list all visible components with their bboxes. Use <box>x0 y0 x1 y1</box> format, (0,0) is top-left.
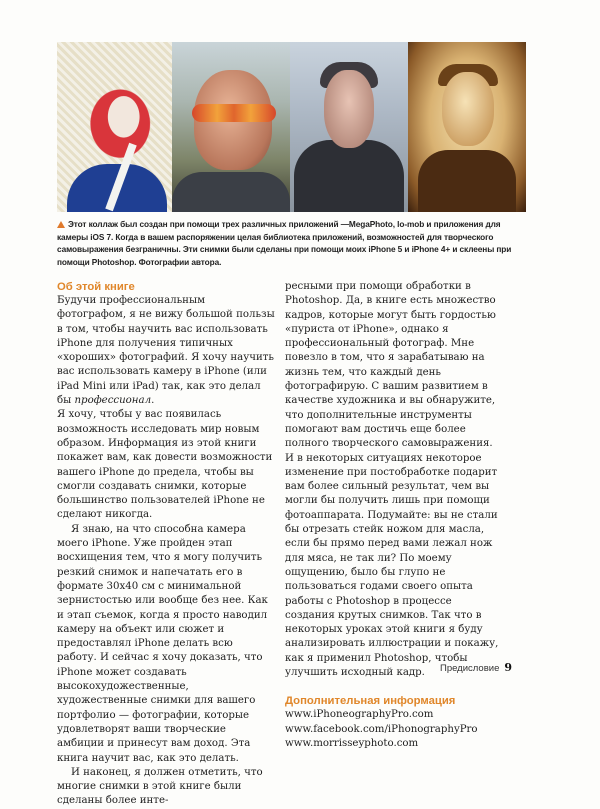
collage-shirt-shape <box>172 172 290 212</box>
collage-photo-vintage <box>408 42 526 212</box>
photo-collage <box>57 42 526 212</box>
paragraph: И наконец, я должен отметить, что многие снимки в этой книге были сделаны более инте- <box>57 766 263 807</box>
collage-photo-sunglasses <box>172 42 290 212</box>
paragraph: Я знаю, на что способна камера моего iPhone. Уже пройден этап восхищения тем, что я могу получить резкий снимок и напечатать его в формате 30x40 см с минимальной зернистостью или вообще без нее. Как и этап съемок, когда я просто наводил камеру на объект или сюжет и предоставлял iPhone делать всю работу. И сейчас я хочу доказать, что iPhone может создавать высокохудожественные, художественные снимки для вашего портфолио — фотографии, которые удовлетворят ваши творческие амбиции и принесут вам доход. Эта книга научит вас, как это делать. <box>57 523 268 764</box>
collage-photo-distorted <box>290 42 408 212</box>
paragraph: Я хочу, чтобы у вас появилась возможность исследовать мир новым образом. Информация из этой книги покажет вам, как довести возможности вашего iPhone до предела, чтобы вы смогли создавать снимки, которые большинство пользователей iPhone не сделают никогда. <box>57 409 273 521</box>
page-number: 9 <box>504 661 513 674</box>
page-footer <box>440 661 512 674</box>
paragraph <box>57 294 275 408</box>
emphasis-text: профессионал <box>74 395 152 407</box>
website-link[interactable]: www.iPhoneographyPro.com <box>285 709 434 721</box>
paragraph-text: Будучи профессиональным фотографом, я не вижу большой пользы в том, чтобы научить вас использовать iPhone для получения типичных «хороших» фотографий. Я хочу научить вас использовать камеру в iPhone (или iPad Mini или iPad) так, как это делал бы <box>57 295 275 407</box>
photo-caption <box>57 218 527 268</box>
additional-info-heading: Дополнительная информация <box>285 695 456 708</box>
right-column <box>285 280 503 751</box>
spacer <box>285 680 503 694</box>
caption-text: Этот коллаж был создан при помощи трех различных приложений —MegaPhoto, lo-mob и приложения для камеры iOS 7. Когда в вашем распоряжении целая библиотека приложений, возможностей для творческого самовыражения безграничны. Эти снимки были сделаны при помощи моих iPhone 5 и iPhone 4+ и склеены при помощи Photoshop. Фотографии автора. <box>57 219 512 267</box>
collage-coat-shape <box>418 150 516 212</box>
collage-sunglasses-shape <box>192 104 276 122</box>
collage-body-shape <box>294 140 404 212</box>
collage-face-shape <box>324 70 374 148</box>
caption-triangle-icon <box>57 221 65 228</box>
collage-face-shape <box>442 72 494 146</box>
footer-label: Предисловие <box>440 663 500 674</box>
website-link-morrissey[interactable]: www.morrisseyphoto.com <box>285 737 419 749</box>
facebook-link[interactable]: www.facebook.com/iPhonographyPro <box>285 723 478 735</box>
section-heading: Об этой книге <box>57 281 135 293</box>
collage-photo-pop-art <box>57 42 172 212</box>
left-column <box>57 280 275 809</box>
paragraph-text: . <box>151 395 155 407</box>
paragraph: ресными при помощи обработки в Photoshop. Да, в книге есть множество кадров, которые могут быть гордостью «пуриста от iPhone», однако я профессиональный фотограф. Мне повезло в том, что я зарабатываю на жизнь тем, что каждый день фотографирую. С вашим развитием в качестве художника и вы обнаружите, что дополнительные инструменты помогают вам достичь еще более полного творческого самовыражения. И в некоторых ситуациях некоторое изменение при постобработке подарит вам более сильный результат, чем вы могли бы получить лишь при помощи фотоаппарата. Подумайте: вы не стали бы отрезать стейк ножом для масла, если бы прямо перед вами лежал нож для мяса, не так ли? По моему ощущению, было бы глупо не пользоваться годами своего опыта работы с Photoshop в процессе создания крутых снимков. Так что в некоторых уроках этой книги я буду анализировать иллюстрации и покажу, как я применил Photoshop, чтобы улучшить исходный кадр. <box>285 281 499 679</box>
